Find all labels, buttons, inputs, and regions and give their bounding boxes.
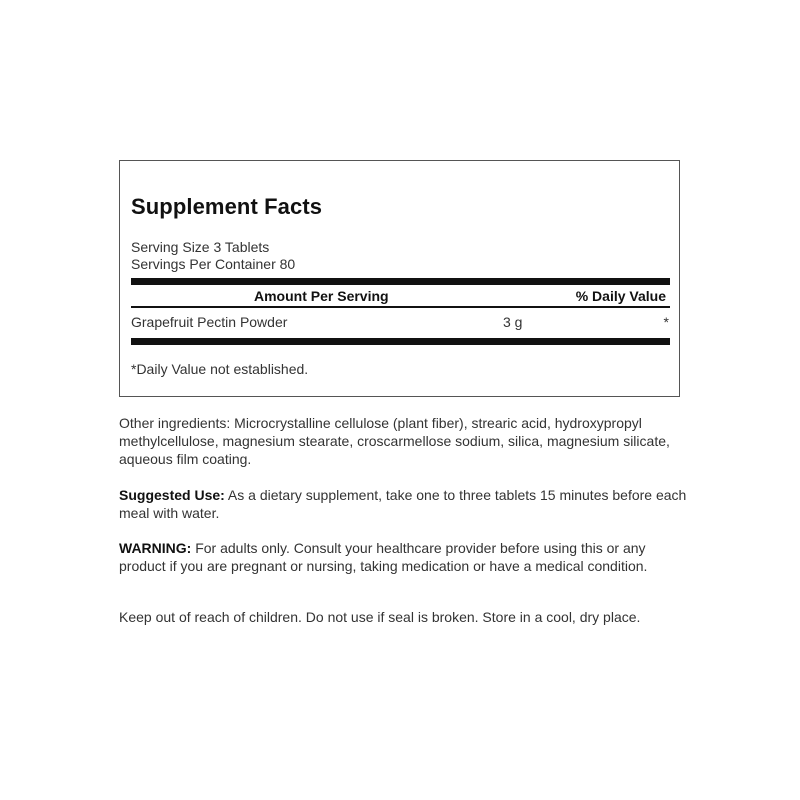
daily-value-footnote: *Daily Value not established.	[131, 361, 309, 377]
suggested-use	[119, 486, 689, 522]
ingredient-daily-value: *	[663, 314, 669, 330]
facts-title: Supplement Facts	[131, 194, 323, 219]
thick-divider-top	[131, 278, 670, 285]
amount-per-serving-header: Amount Per Serving	[254, 288, 389, 304]
header-divider	[131, 306, 670, 308]
warning-label: WARNING:	[119, 540, 192, 556]
other-ingredients: Other ingredients: Microcrystalline cellulose (plant fiber), strearic acid, hydroxypropyl methylcellulose, magnesium stearate, croscarmellose sodium, silica, magnesium silicate, aqueous film coating.	[119, 415, 670, 467]
servings-per-container: Servings Per Container 80	[131, 256, 296, 272]
ingredient-name: Grapefruit Pectin Powder	[131, 314, 288, 330]
daily-value-header: % Daily Value	[575, 288, 666, 304]
serving-size: Serving Size 3 Tablets	[131, 239, 270, 255]
suggested-use-label: Suggested Use:	[119, 487, 225, 503]
storage-instructions: Keep out of reach of children. Do not use if seal is broken. Store in a cool, dry place.	[119, 609, 641, 625]
thick-divider-bottom	[131, 338, 670, 345]
suggested-use-text: As a dietary supplement, take one to three tablets 15 minutes before each meal with water.	[119, 487, 687, 521]
warning-text: For adults only. Consult your healthcare provider before using this or any product if you are pregnant or nursing, taking medication or have a medical condition.	[119, 540, 648, 574]
ingredient-amount: 3 g	[503, 314, 523, 330]
supplement-facts-panel	[119, 160, 680, 397]
warning	[119, 539, 689, 575]
